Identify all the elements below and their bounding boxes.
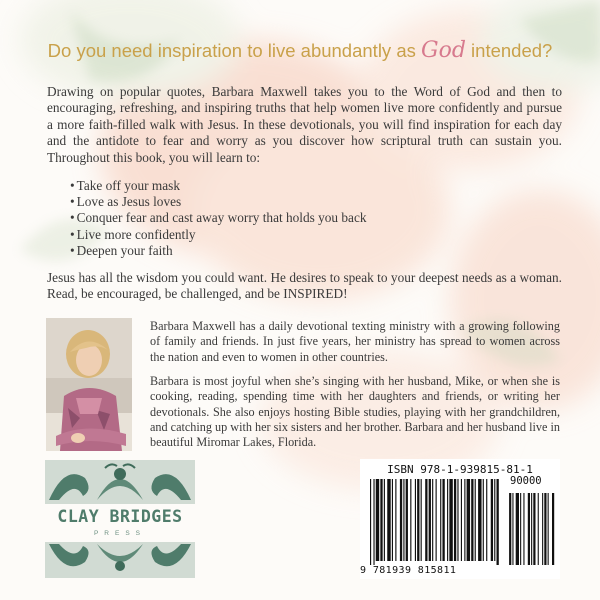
addon-bar xyxy=(542,493,543,565)
publisher-name: CLAY BRIDGES xyxy=(57,507,183,526)
addon-bar xyxy=(512,493,513,565)
list-item: • Conquer fear and cast away worry that holds you back xyxy=(70,210,367,226)
author-bio-paragraph-2: Barbara is most joyful when she’s singing with her husband, Mike, or when she is cooking, reading, spending time with her daughters and friends, or writing her devotionals. She also enjoys hosting Bible studies, playing with her grandchildren, and catching up with her six sisters and her brother. Barbara and her husband live in beautiful Miromar Lakes, Florida. xyxy=(150,374,560,450)
headline-end: intended? xyxy=(465,40,553,61)
barcode-bar xyxy=(478,479,481,561)
closing-paragraph: Jesus has all the wisdom you could want. He desires to speak to your deepest needs as a woman. Read, be encouraged, be challenged, and be INSPIRED! xyxy=(47,270,562,302)
addon-bar xyxy=(523,493,524,565)
headline xyxy=(0,38,600,63)
barcode-bar xyxy=(421,479,422,561)
barcode-bar xyxy=(461,479,462,561)
intro-paragraph: Drawing on popular quotes, Barbara Maxwell takes you to the Word of God and then to encouraging, refreshing, and inspiring truths that help women live more confidently and pursue a more faith-filled walk with Jesus. In these devotionals, you will find inspiration for each day and the antidote to fear and worry as you discover how scriptural truth can sustain you. Throughout this book, you will learn to: xyxy=(47,84,562,165)
barcode-bar xyxy=(464,479,465,561)
barcode-bar xyxy=(494,479,495,561)
addon-bar xyxy=(516,493,519,565)
barcode-bar xyxy=(392,479,393,561)
barcode-bar xyxy=(449,479,452,561)
barcode-bar xyxy=(432,479,433,561)
barcode-bar xyxy=(475,479,476,561)
publisher-subtitle: PRESS xyxy=(93,530,147,537)
barcode-bar xyxy=(403,479,404,561)
barcode-bar xyxy=(370,479,371,565)
barcode-bars xyxy=(360,479,560,569)
barcode-bar xyxy=(483,479,484,561)
barcode-bar xyxy=(415,479,416,561)
barcode-bar xyxy=(384,479,385,561)
addon-bar xyxy=(520,493,521,565)
addon-bar xyxy=(552,493,554,565)
barcode-bar xyxy=(387,479,390,561)
barcode-bar xyxy=(486,479,487,561)
addon-bar xyxy=(544,493,546,565)
barcode-bar xyxy=(380,479,382,561)
price-code: 90000 xyxy=(510,475,542,487)
barcode-bar xyxy=(410,479,411,561)
addon-bar xyxy=(538,493,539,565)
barcode-bar xyxy=(376,479,379,561)
barcode-bar xyxy=(447,479,448,561)
barcode-bar xyxy=(457,479,458,561)
author-bio-paragraph-1: Barbara Maxwell has a daily devotional texting ministry with a growing following of family and friends. In just five years, her ministry has spread to women across the nation and even to women in other countries. xyxy=(150,319,560,364)
barcode-box xyxy=(360,459,560,579)
logo-top-ornament xyxy=(45,460,195,506)
barcode-bar xyxy=(436,479,437,561)
addon-bar xyxy=(509,493,511,565)
barcode-bar xyxy=(406,479,408,561)
barcode-bar xyxy=(373,479,374,565)
barcode-bar xyxy=(442,479,444,561)
barcode-digits: 9 781939 815811 xyxy=(360,565,457,576)
list-item: • Live more confidently xyxy=(70,227,367,243)
barcode-bar xyxy=(417,479,419,561)
barcode-bar xyxy=(491,479,493,561)
barcode-bar xyxy=(429,479,431,561)
barcode-bar xyxy=(454,479,456,561)
addon-bar xyxy=(528,493,530,565)
publisher-logo xyxy=(45,460,195,578)
learning-list xyxy=(70,178,367,259)
barcode-bar xyxy=(395,479,396,561)
list-item: • Love as Jesus loves xyxy=(70,194,367,210)
addon-bar xyxy=(531,493,532,565)
list-item: • Take off your mask xyxy=(70,178,367,194)
isbn-label: ISBN 978-1-939815-81-1 xyxy=(387,463,533,476)
barcode-bar xyxy=(400,479,402,561)
headline-god-word: God xyxy=(421,38,466,63)
barcode-bar xyxy=(497,479,499,565)
logo-bottom-ornament xyxy=(45,540,195,578)
list-item: • Deepen your faith xyxy=(70,243,367,259)
barcode-bar xyxy=(440,479,441,561)
barcode-bar xyxy=(467,479,470,561)
barcode-bar xyxy=(425,479,427,561)
author-photo xyxy=(46,318,132,451)
addon-bar xyxy=(548,493,549,565)
barcode-bar xyxy=(471,479,473,561)
headline-start: Do you need inspiration to live abundantly as xyxy=(47,40,421,61)
addon-bar xyxy=(533,493,535,565)
